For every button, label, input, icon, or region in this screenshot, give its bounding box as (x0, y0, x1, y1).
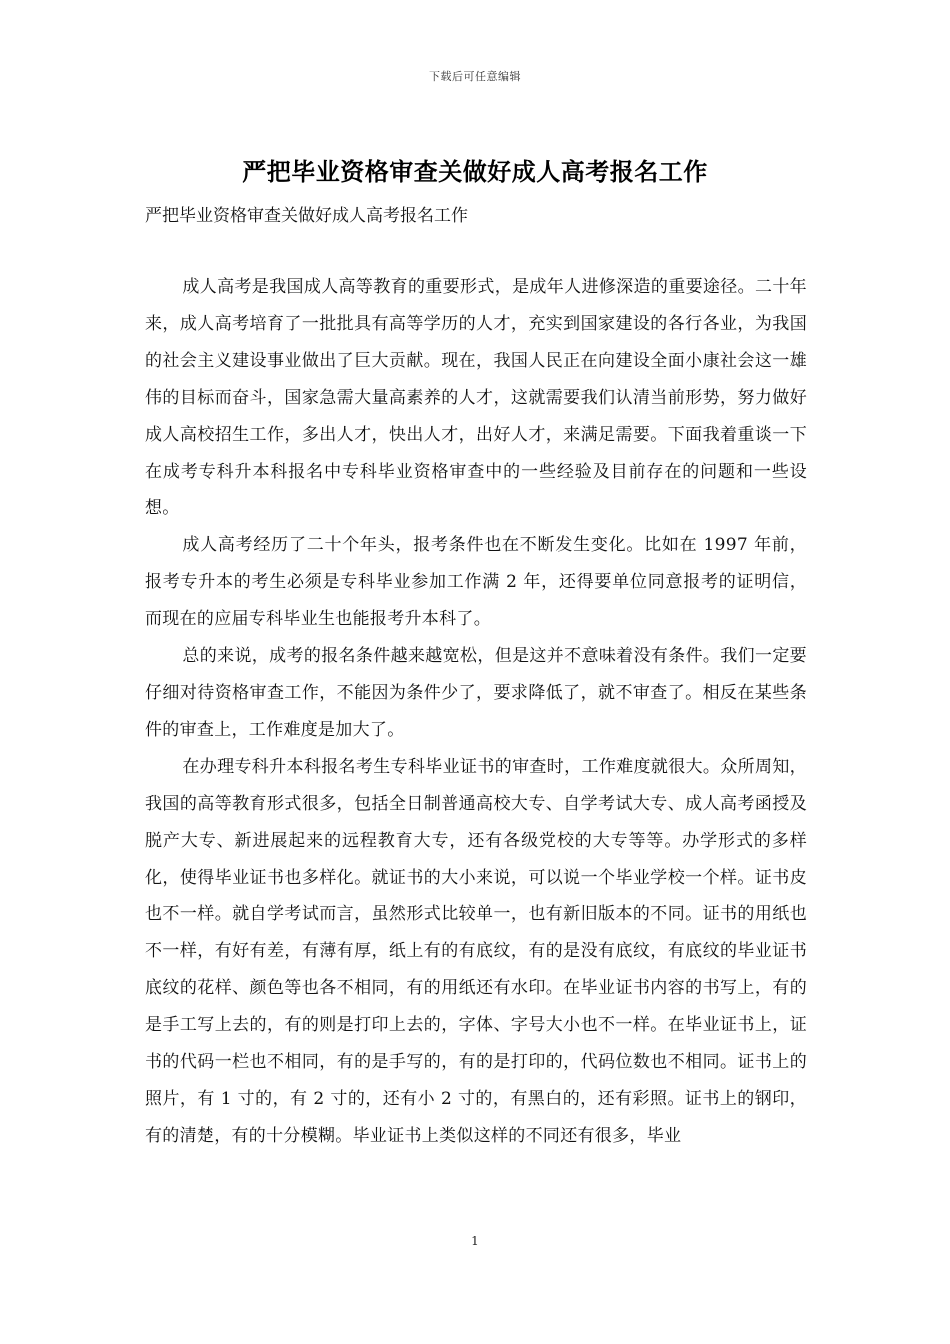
header-note: 下载后可任意编辑 (429, 70, 521, 83)
paragraph: 成人高考经历了二十个年头，报考条件也在不断发生变化。比如在 1997 年前，报考专升本的考生必须是专科毕业参加工作满 2 年，还得要单位同意报考的证明信，而现在的应届专科毕业生也能报考升本科了。 (145, 535, 807, 630)
paragraph: 成人高考是我国成人高等教育的重要形式，是成年人进修深造的重要途径。二十年来，成人高考培育了一批批具有高等学历的人才，充实到国家建设的各行各业，为我国的社会主义建设事业做出了巨大贡献。现在，我国人民正在向建设全面小康社会这一雄伟的目标而奋斗，国家急需大量高素养的人才，这就需要我们认清当前形势，努力做好成人高校招生工作，多出人才，快出人才，出好人才，来满足需要。下面我着重谈一下在成考专科升本科报名中专科毕业资格审查中的一些经验及目前存在的问题和一些设想。 (145, 277, 807, 519)
document-subtitle: 严把毕业资格审查关做好成人高考报名工作 (145, 206, 468, 226)
paragraph: 总的来说，成考的报名条件越来越宽松，但是这并不意味着没有条件。我们一定要仔细对待资格审查工作，不能因为条件少了，要求降低了，就不审查了。相反在某些条件的审查上，工作难度是加大了。 (145, 646, 807, 740)
paragraph: 在办理专科升本科报名考生专科毕业证书的审查时，工作难度就很大。众所周知，我国的高等教育形式很多，包括全日制普通高校大专、自学考试大专、成人高考函授及脱产大专、新进展起来的远程教育大专，还有各级党校的大专等等。办学形式的多样化，使得毕业证书也多样化。就证书的大小来说，可以说一个毕业学校一个样。证书皮也不一样。就自学考试而言，虽然形式比较单一，也有新旧版本的不同。证书的用纸也不一样，有好有差，有薄有厚，纸上有的有底纹，有的是没有底纹，有底纹的毕业证书底纹的花样、颜色等也各不相同，有的用纸还有水印。在毕业证书内容的书写上，有的是手工写上去的，有的则是打印上去的，字体、字号大小也不一样。在毕业证书上，证书的代码一栏也不相同，有的是手写的，有的是打印的，代码位数也不相同。证书上的照片，有 1 寸的，有 2 寸的，还有小 2 寸的，有黑白的，还有彩照。证书上的钢印，有的清楚，有的十分模糊。毕业证书上类似这样的不同还有很多，毕业 (145, 756, 807, 1146)
document-title: 严把毕业资格审查关做好成人高考报名工作 (242, 157, 708, 186)
document-body (145, 269, 807, 1155)
page-number: 1 (471, 1234, 479, 1248)
